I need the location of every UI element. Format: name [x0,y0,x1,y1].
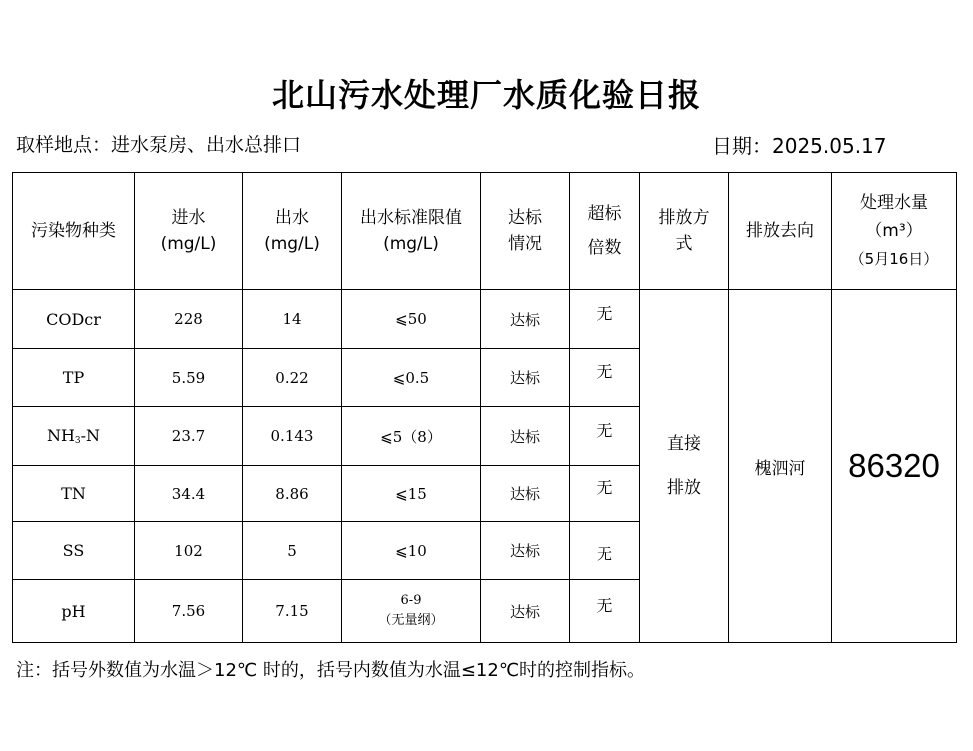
header-effluent: 出水 (mg/L) [243,173,342,290]
treated-volume: 86320 [832,290,957,643]
influent-value: 23.7 [135,407,243,466]
exceed-multiple: 无 [570,407,640,466]
pollutant-name: SS [13,522,135,580]
header-discharge-mode: 排放方 式 [640,173,729,290]
compliance-status: 达标 [481,522,570,580]
compliance-status: 达标 [481,290,570,349]
sampling-location: 取样地点：进水泵房、出水总排口 [16,134,302,156]
discharge-destination: 槐泗河 [729,290,832,643]
pollutant-name: TN [13,466,135,522]
influent-value: 228 [135,290,243,349]
header-standard-limit: 出水标准限值 (mg/L) [342,173,481,290]
effluent-value: 0.22 [243,349,342,407]
influent-value: 34.4 [135,466,243,522]
influent-value: 7.56 [135,580,243,643]
effluent-value: 5 [243,522,342,580]
header-compliance: 达标 情况 [481,173,570,290]
discharge-mode: 直接 排放 [640,290,729,643]
standard-limit-value: ⩽5（8） [342,407,481,466]
influent-value: 5.59 [135,349,243,407]
exceed-multiple: 无 [570,522,640,580]
header-influent: 进水 (mg/L) [135,173,243,290]
compliance-status: 达标 [481,349,570,407]
standard-limit-value: ⩽10 [342,522,481,580]
exceed-multiple: 无 [570,580,640,643]
effluent-value: 8.86 [243,466,342,522]
effluent-value: 0.143 [243,407,342,466]
effluent-value: 7.15 [243,580,342,643]
footnote: 注：括号外数值为水温＞12℃ 时的，括号内数值为水温≤12℃时的控制指标。 [16,660,646,681]
pollutant-name: CODcr [13,290,135,349]
table-row [13,290,957,349]
report-date: 日期：2025.05.17 [712,134,887,158]
compliance-status: 达标 [481,580,570,643]
exceed-multiple: 无 [570,466,640,522]
header-exceed-multiple: 超标 倍数 [570,173,640,290]
influent-value: 102 [135,522,243,580]
exceed-multiple: 无 [570,290,640,349]
report-title: 北山污水处理厂水质化验日报 [271,76,701,114]
pollutant-name: TP [13,349,135,407]
compliance-status: 达标 [481,407,570,466]
pollutant-name: pH [13,580,135,643]
water-quality-table [12,172,957,643]
standard-limit-value: ⩽0.5 [342,349,481,407]
header-discharge-destination: 排放去向 [729,173,832,290]
effluent-value: 14 [243,290,342,349]
compliance-status: 达标 [481,466,570,522]
header-pollutant-type: 污染物种类 [13,173,135,290]
standard-limit-value: 6-9 （无量纲） [342,580,481,643]
standard-limit-value: ⩽15 [342,466,481,522]
standard-limit-value: ⩽50 [342,290,481,349]
pollutant-name: $NH_3-N$ [13,407,135,466]
header-row [13,173,957,290]
exceed-multiple: 无 [570,349,640,407]
header-treated-volume: 处理水量 （m³） （5月16日） [832,173,957,290]
